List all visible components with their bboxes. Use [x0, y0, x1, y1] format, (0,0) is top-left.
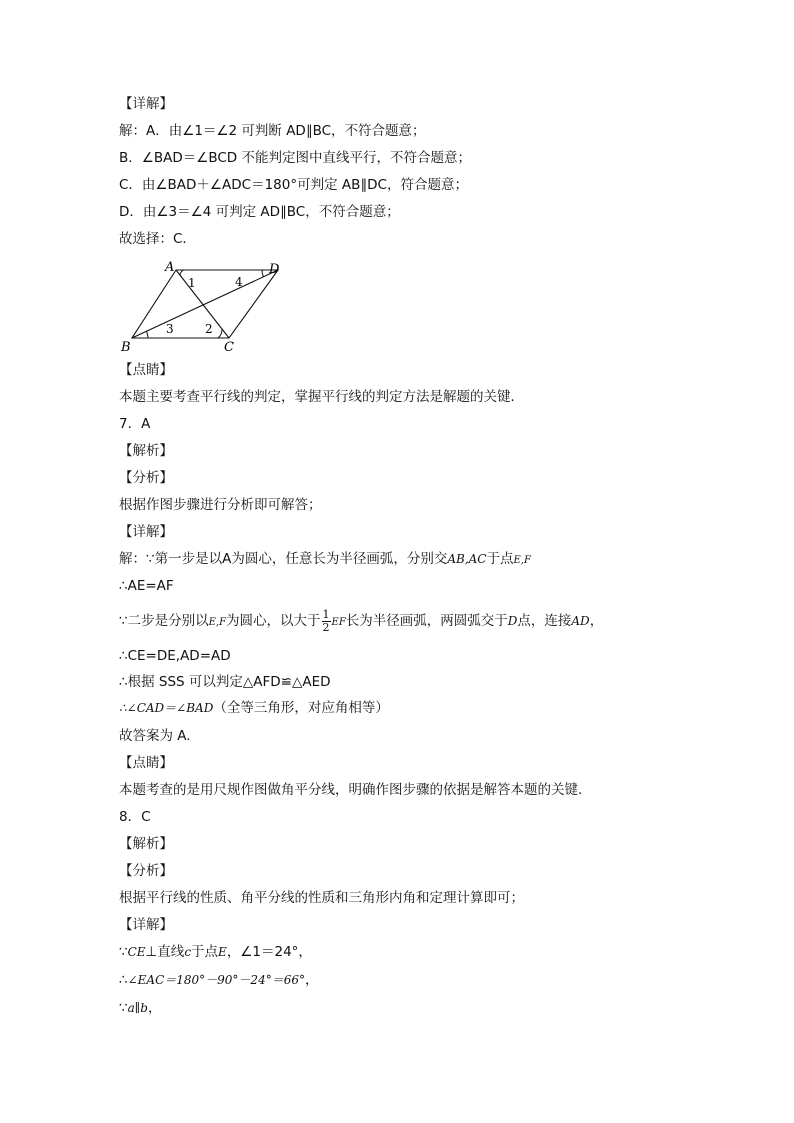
text-segment: 解：∵第一步是以A为圆心，任意长为半径画弧，分别交 [119, 551, 448, 567]
text-segment: ∵二步是分别以 [119, 613, 209, 629]
diagonal-ac [176, 270, 229, 338]
section-heading-breakdown: 【分析】 [119, 470, 173, 486]
fraction-one-half [322, 609, 331, 634]
text-segment: ， [304, 972, 319, 988]
angle-arc-3 [147, 332, 149, 339]
text-segment: ⊥直线 [145, 944, 185, 960]
math-segment: E [218, 945, 227, 959]
text-line [119, 998, 161, 1018]
section-heading-analysis: 【解析】 [119, 443, 173, 459]
fraction-numerator: 1 [322, 607, 330, 621]
answer-line: 故答案为 A. [119, 728, 191, 744]
angle-label-3: 3 [166, 322, 174, 336]
text-line: ∴AE=AF [119, 578, 174, 594]
math-segment: ∠EAC＝180°－90°－24°＝66° [127, 973, 305, 987]
text-segment: 于点 [486, 551, 514, 567]
text-segment: 点，连接 [517, 613, 572, 629]
text-line: 本题主要考查平行线的判定，掌握平行线的判定方法是解题的关键． [119, 389, 524, 405]
text-line: ∴根据 SSS 可以判定△AFD≌△AED [119, 674, 331, 690]
vertex-label-c: C [224, 340, 234, 355]
math-segment: E,F [513, 555, 531, 566]
section-heading-comment: 【点睛】 [119, 362, 173, 378]
math-segment: a∥b [127, 1001, 148, 1015]
vertex-label-b: B [121, 340, 131, 355]
angle-arc-4 [262, 270, 264, 277]
angle-arc-2 [218, 329, 222, 338]
angle-label-2: 2 [205, 322, 213, 336]
section-heading-comment: 【点睛】 [119, 755, 173, 771]
math-segment: c [184, 945, 192, 959]
section-heading-detail: 【详解】 [119, 917, 173, 933]
angle-arc-1 [180, 270, 184, 275]
text-segment: ，∠1＝24°， [226, 944, 312, 960]
text-line [119, 698, 389, 718]
answer-line: 故选择：C． [119, 231, 196, 247]
section-heading-analysis: 【解析】 [119, 836, 173, 852]
text-line: B．∠BAD＝∠BCD 不能判定图中直线平行，不符合题意； [119, 150, 471, 166]
text-segment: 长为半径画弧，两圆弧交于 [345, 613, 508, 629]
text-line: C．由∠BAD＋∠ADC＝180°可判定 AB∥DC，符合题意； [119, 177, 468, 193]
math-segment: AB,AC [447, 552, 487, 566]
math-segment: E,F [208, 617, 227, 628]
math-segment: CE [127, 945, 146, 959]
text-segment: ∵ [119, 944, 128, 960]
text-segment: 为圆心，以大于 [226, 613, 321, 629]
text-segment: ， [147, 1000, 162, 1016]
section-heading-detail: 【详解】 [119, 96, 173, 112]
math-segment: AD [571, 614, 590, 628]
text-segment: ∴ [119, 972, 128, 988]
text-line: 根据平行线的性质、角平分线的性质和三角形内角和定理计算即可； [119, 890, 524, 906]
vertex-label-d: D [269, 262, 280, 277]
math-segment: EF [331, 617, 346, 628]
parallelogram-figure [118, 256, 298, 356]
fraction-denominator: 2 [322, 620, 330, 634]
math-segment: ∴∠CAD＝∠BAD [119, 701, 214, 715]
question-number: 8．C [119, 809, 151, 825]
text-line: D．由∠3＝∠4 可判定 AD∥BC，不符合题意； [119, 204, 400, 220]
math-segment: D [507, 614, 518, 628]
text-line: 本题考查的是用尺规作图做角平分线，明确作图步骤的依据是解答本题的关键. [119, 782, 583, 798]
section-heading-detail: 【详解】 [119, 524, 173, 540]
text-line: 根据作图步骤进行分析即可解答； [119, 497, 322, 513]
text-line: 解：A．由∠1＝∠2 可判断 AD∥BC，不符合题意； [119, 123, 426, 139]
text-segment: ∵ [119, 1000, 128, 1016]
text-line [119, 970, 318, 990]
angle-label-4: 4 [235, 275, 243, 289]
question-number: 7．A [119, 416, 151, 432]
vertex-label-a: A [165, 260, 175, 275]
section-heading-breakdown: 【分析】 [119, 863, 173, 879]
text-line [119, 549, 531, 571]
text-segment: 于点 [191, 944, 219, 960]
text-line [119, 942, 312, 962]
text-line [119, 606, 603, 638]
text-segment: ， [589, 613, 604, 629]
angle-label-1: 1 [188, 276, 196, 290]
text-segment: （全等三角形，对应角相等） [213, 700, 389, 716]
text-line: ∴CE=DE,AD=AD [119, 648, 231, 664]
